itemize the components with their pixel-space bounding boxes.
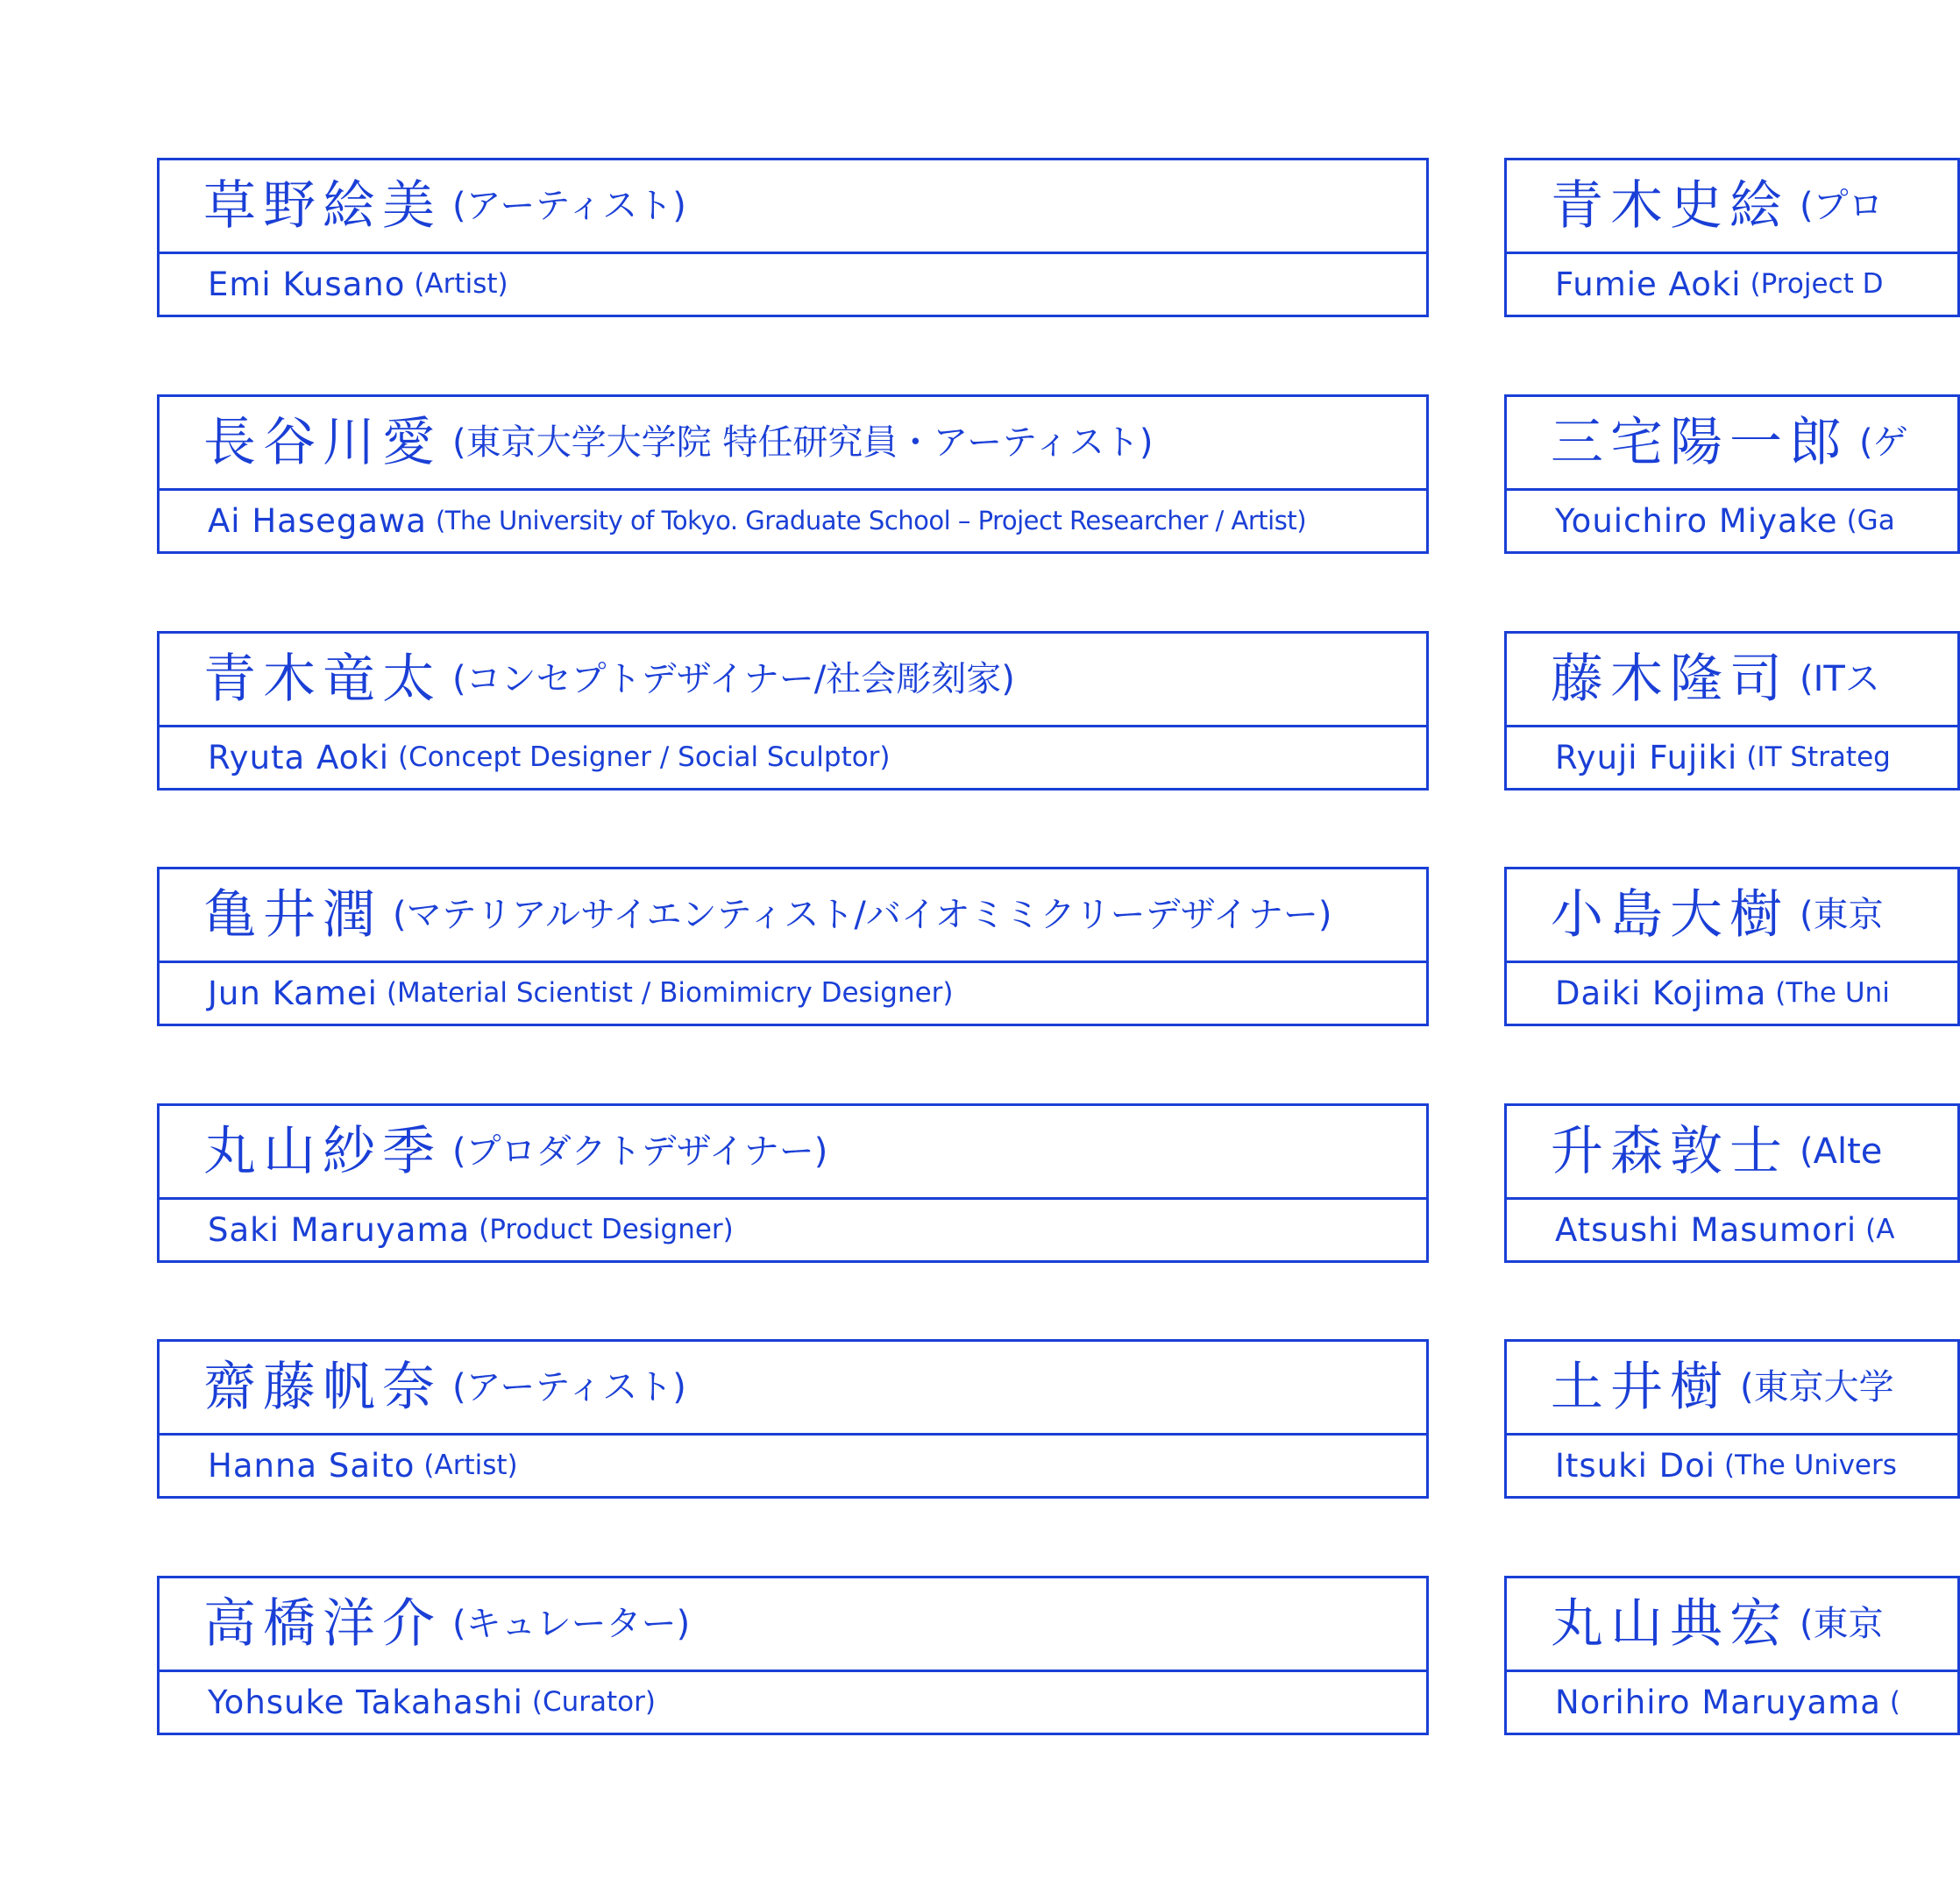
jp-role: (東京大学大学院 特任研究員・アーティスト) [452, 422, 1154, 463]
jp-name: 土井樹 [1551, 1357, 1729, 1418]
en-role: (Ga [1846, 505, 1895, 536]
en-role: (The Uni [1775, 977, 1890, 1009]
jp-role: (ゲ [1859, 422, 1908, 463]
jp-name: 草野絵美 [203, 175, 442, 237]
en-role: (Concept Designer / Social Sculptor) [397, 741, 891, 773]
en-row [160, 1200, 1426, 1260]
person-card [1504, 158, 1960, 317]
en-name: Ryuta Aoki [208, 739, 389, 776]
person-card [157, 1103, 1429, 1263]
jp-row [1507, 869, 1957, 963]
jp-row [1507, 1106, 1957, 1200]
jp-role: (東京 [1800, 895, 1884, 935]
person-card [157, 867, 1429, 1026]
en-role: (Artist) [414, 268, 508, 300]
jp-name: 丸山紗季 [203, 1121, 442, 1182]
person-card [157, 1576, 1429, 1735]
jp-role: (マテリアルサイエンティスト/バイオミミクリーデザイナー) [393, 895, 1332, 935]
jp-name: 藤木隆司 [1551, 649, 1789, 710]
jp-role: (キュレーター) [452, 1604, 691, 1644]
en-row [1507, 491, 1957, 551]
jp-role: (コンセプトデザイナー/社会彫刻家) [452, 659, 1015, 699]
en-row [160, 254, 1426, 315]
en-role: (Artist) [423, 1450, 518, 1481]
person-card [1504, 867, 1960, 1026]
en-row [1507, 254, 1957, 315]
jp-role: (アーティスト) [452, 186, 686, 226]
jp-name: 小島大樹 [1551, 884, 1789, 946]
jp-role: (東京 [1800, 1604, 1884, 1644]
person-card [1504, 1339, 1960, 1499]
en-name: Fumie Aoki [1555, 266, 1742, 303]
jp-name: 齋藤帆奈 [203, 1357, 442, 1418]
jp-name: 高橋洋介 [203, 1593, 442, 1655]
jp-row [160, 1342, 1426, 1436]
en-role: (A [1865, 1214, 1895, 1245]
jp-row [1507, 1342, 1957, 1436]
jp-name: 三宅陽一郎 [1551, 412, 1849, 473]
person-card [1504, 631, 1960, 791]
en-name: Yohsuke Takahashi [208, 1684, 523, 1721]
en-name: Itsuki Doi [1555, 1447, 1716, 1485]
jp-role: (東京大学 [1740, 1367, 1894, 1407]
jp-row [160, 1106, 1426, 1200]
en-row [1507, 1672, 1957, 1733]
en-name: Ai Hasegawa [208, 502, 427, 540]
jp-name: 亀井潤 [203, 884, 382, 946]
en-role: (Curator) [531, 1686, 656, 1718]
en-name: Youichiro Miyake [1555, 502, 1838, 540]
en-name: Atsushi Masumori [1555, 1211, 1857, 1249]
en-role: (Product Designer) [479, 1214, 734, 1245]
en-name: Daiki Kojima [1555, 975, 1767, 1012]
en-row [1507, 1200, 1957, 1260]
jp-role: (プロダクトデザイナー) [452, 1131, 828, 1172]
jp-row [160, 397, 1426, 491]
jp-row [1507, 160, 1957, 254]
en-role: (IT Strateg [1746, 741, 1891, 773]
en-row [160, 727, 1426, 788]
jp-row [160, 1578, 1426, 1672]
person-card [157, 394, 1429, 554]
jp-row [1507, 1578, 1957, 1672]
jp-row [160, 160, 1426, 254]
en-name: Ryuji Fujiki [1555, 739, 1738, 776]
en-role: (Material Scientist / Biomimicry Designer) [386, 977, 954, 1009]
jp-name: 丸山典宏 [1551, 1593, 1789, 1655]
jp-name: 升森敦士 [1551, 1121, 1789, 1182]
person-card [1504, 1103, 1960, 1263]
en-row [160, 963, 1426, 1024]
jp-name: 長谷川愛 [203, 412, 442, 473]
en-row [160, 1672, 1426, 1733]
en-role: ( [1889, 1686, 1900, 1718]
jp-name: 青木竜太 [203, 649, 442, 710]
en-name: Norihiro Maruyama [1555, 1684, 1881, 1721]
en-row [160, 491, 1426, 551]
en-row [160, 1436, 1426, 1496]
en-name: Emi Kusano [208, 266, 406, 303]
en-role: (The Univers [1724, 1450, 1897, 1481]
jp-role: (プロ [1800, 186, 1884, 226]
en-name: Saki Maruyama [208, 1211, 471, 1249]
jp-row [160, 634, 1426, 727]
en-role: (Project D [1750, 268, 1884, 300]
en-name: Hanna Saito [208, 1447, 415, 1485]
person-card [1504, 1576, 1960, 1735]
jp-role: (アーティスト) [452, 1367, 686, 1407]
jp-row [160, 869, 1426, 963]
jp-row [1507, 634, 1957, 727]
person-card [157, 1339, 1429, 1499]
jp-row [1507, 397, 1957, 491]
en-row [1507, 727, 1957, 788]
person-card [157, 631, 1429, 791]
en-name: Jun Kamei [208, 975, 378, 1012]
en-row [1507, 963, 1957, 1024]
jp-name: 青木史絵 [1551, 175, 1789, 237]
en-row [1507, 1436, 1957, 1496]
person-card [157, 158, 1429, 317]
person-card [1504, 394, 1960, 554]
jp-role: (Alte [1800, 1131, 1883, 1172]
en-role: (The University of Tokyo. Graduate School – Project Researcher / Artist) [435, 506, 1307, 535]
jp-role: (ITス [1800, 659, 1880, 699]
